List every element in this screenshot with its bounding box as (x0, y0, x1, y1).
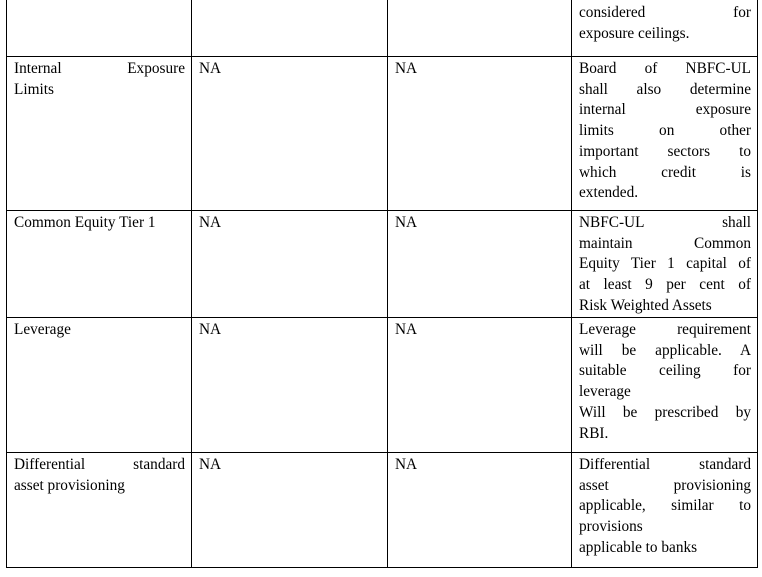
text-line: Common Equity Tier 1 (14, 214, 156, 231)
text-line: exposure ceilings. (579, 24, 690, 42)
text-line: limits on other (579, 122, 751, 140)
cell-col3 (388, 0, 572, 57)
text-line: important sectors to (579, 142, 751, 160)
text-line: asset provisioning (579, 476, 751, 494)
text-line: NBFC-UL shall (579, 214, 751, 231)
cell-requirement (572, 453, 758, 568)
text-line: shall also determine (579, 80, 751, 98)
text-line: Equity Tier 1 capital of (579, 255, 751, 273)
cell-col2: NA (192, 453, 388, 568)
cell-parameter (7, 57, 192, 211)
cell-col3: NA (388, 211, 572, 318)
cell-parameter (7, 211, 192, 318)
cell-col2: NA (192, 57, 388, 211)
table-row (7, 211, 758, 318)
text-line: RBI. (579, 424, 609, 442)
text-line: considered for (579, 4, 751, 21)
text-line: Board of NBFC-UL (579, 60, 751, 77)
cell-requirement (572, 0, 758, 57)
text-line: Leverage requirement (579, 321, 751, 338)
text-line: internal exposure (579, 101, 751, 119)
text-line: which credit is (579, 163, 751, 181)
cell-parameter (7, 453, 192, 568)
text-line: extended. (579, 184, 639, 202)
regulation-table (6, 0, 758, 568)
cell-parameter (7, 0, 192, 57)
cell-requirement (572, 211, 758, 318)
text-line: Risk Weighted Assets (579, 296, 712, 314)
text-line: Leverage (14, 321, 71, 338)
cell-requirement (572, 318, 758, 453)
cell-col3: NA (388, 453, 572, 568)
cell-col2 (192, 0, 388, 57)
cell-col3: NA (388, 57, 572, 211)
cell-col2: NA (192, 211, 388, 318)
table-row (7, 0, 758, 57)
text-line: Differential standard (579, 456, 751, 473)
text-line: applicable to banks (579, 538, 698, 556)
text-line: Will be prescribed by (579, 403, 751, 421)
text-line: Limits (14, 80, 54, 98)
cell-col3: NA (388, 318, 572, 453)
table-row (7, 318, 758, 453)
cell-col2: NA (192, 318, 388, 453)
text-line: suitable ceiling for (579, 362, 751, 380)
text-line: will be applicable. A (579, 341, 751, 359)
text-line: applicable, similar to (579, 497, 751, 515)
table-row (7, 57, 758, 211)
text-line: Differential standard (14, 456, 185, 473)
text-line: provisions (579, 518, 643, 536)
text-line: leverage (579, 383, 631, 401)
text-line: asset provisioning (14, 476, 125, 494)
table-row (7, 453, 758, 568)
text-line: at least 9 per cent of (579, 276, 751, 294)
cell-requirement (572, 57, 758, 211)
cell-parameter (7, 318, 192, 453)
text-line: maintain Common (579, 234, 751, 252)
text-line: Internal Exposure (14, 60, 185, 77)
